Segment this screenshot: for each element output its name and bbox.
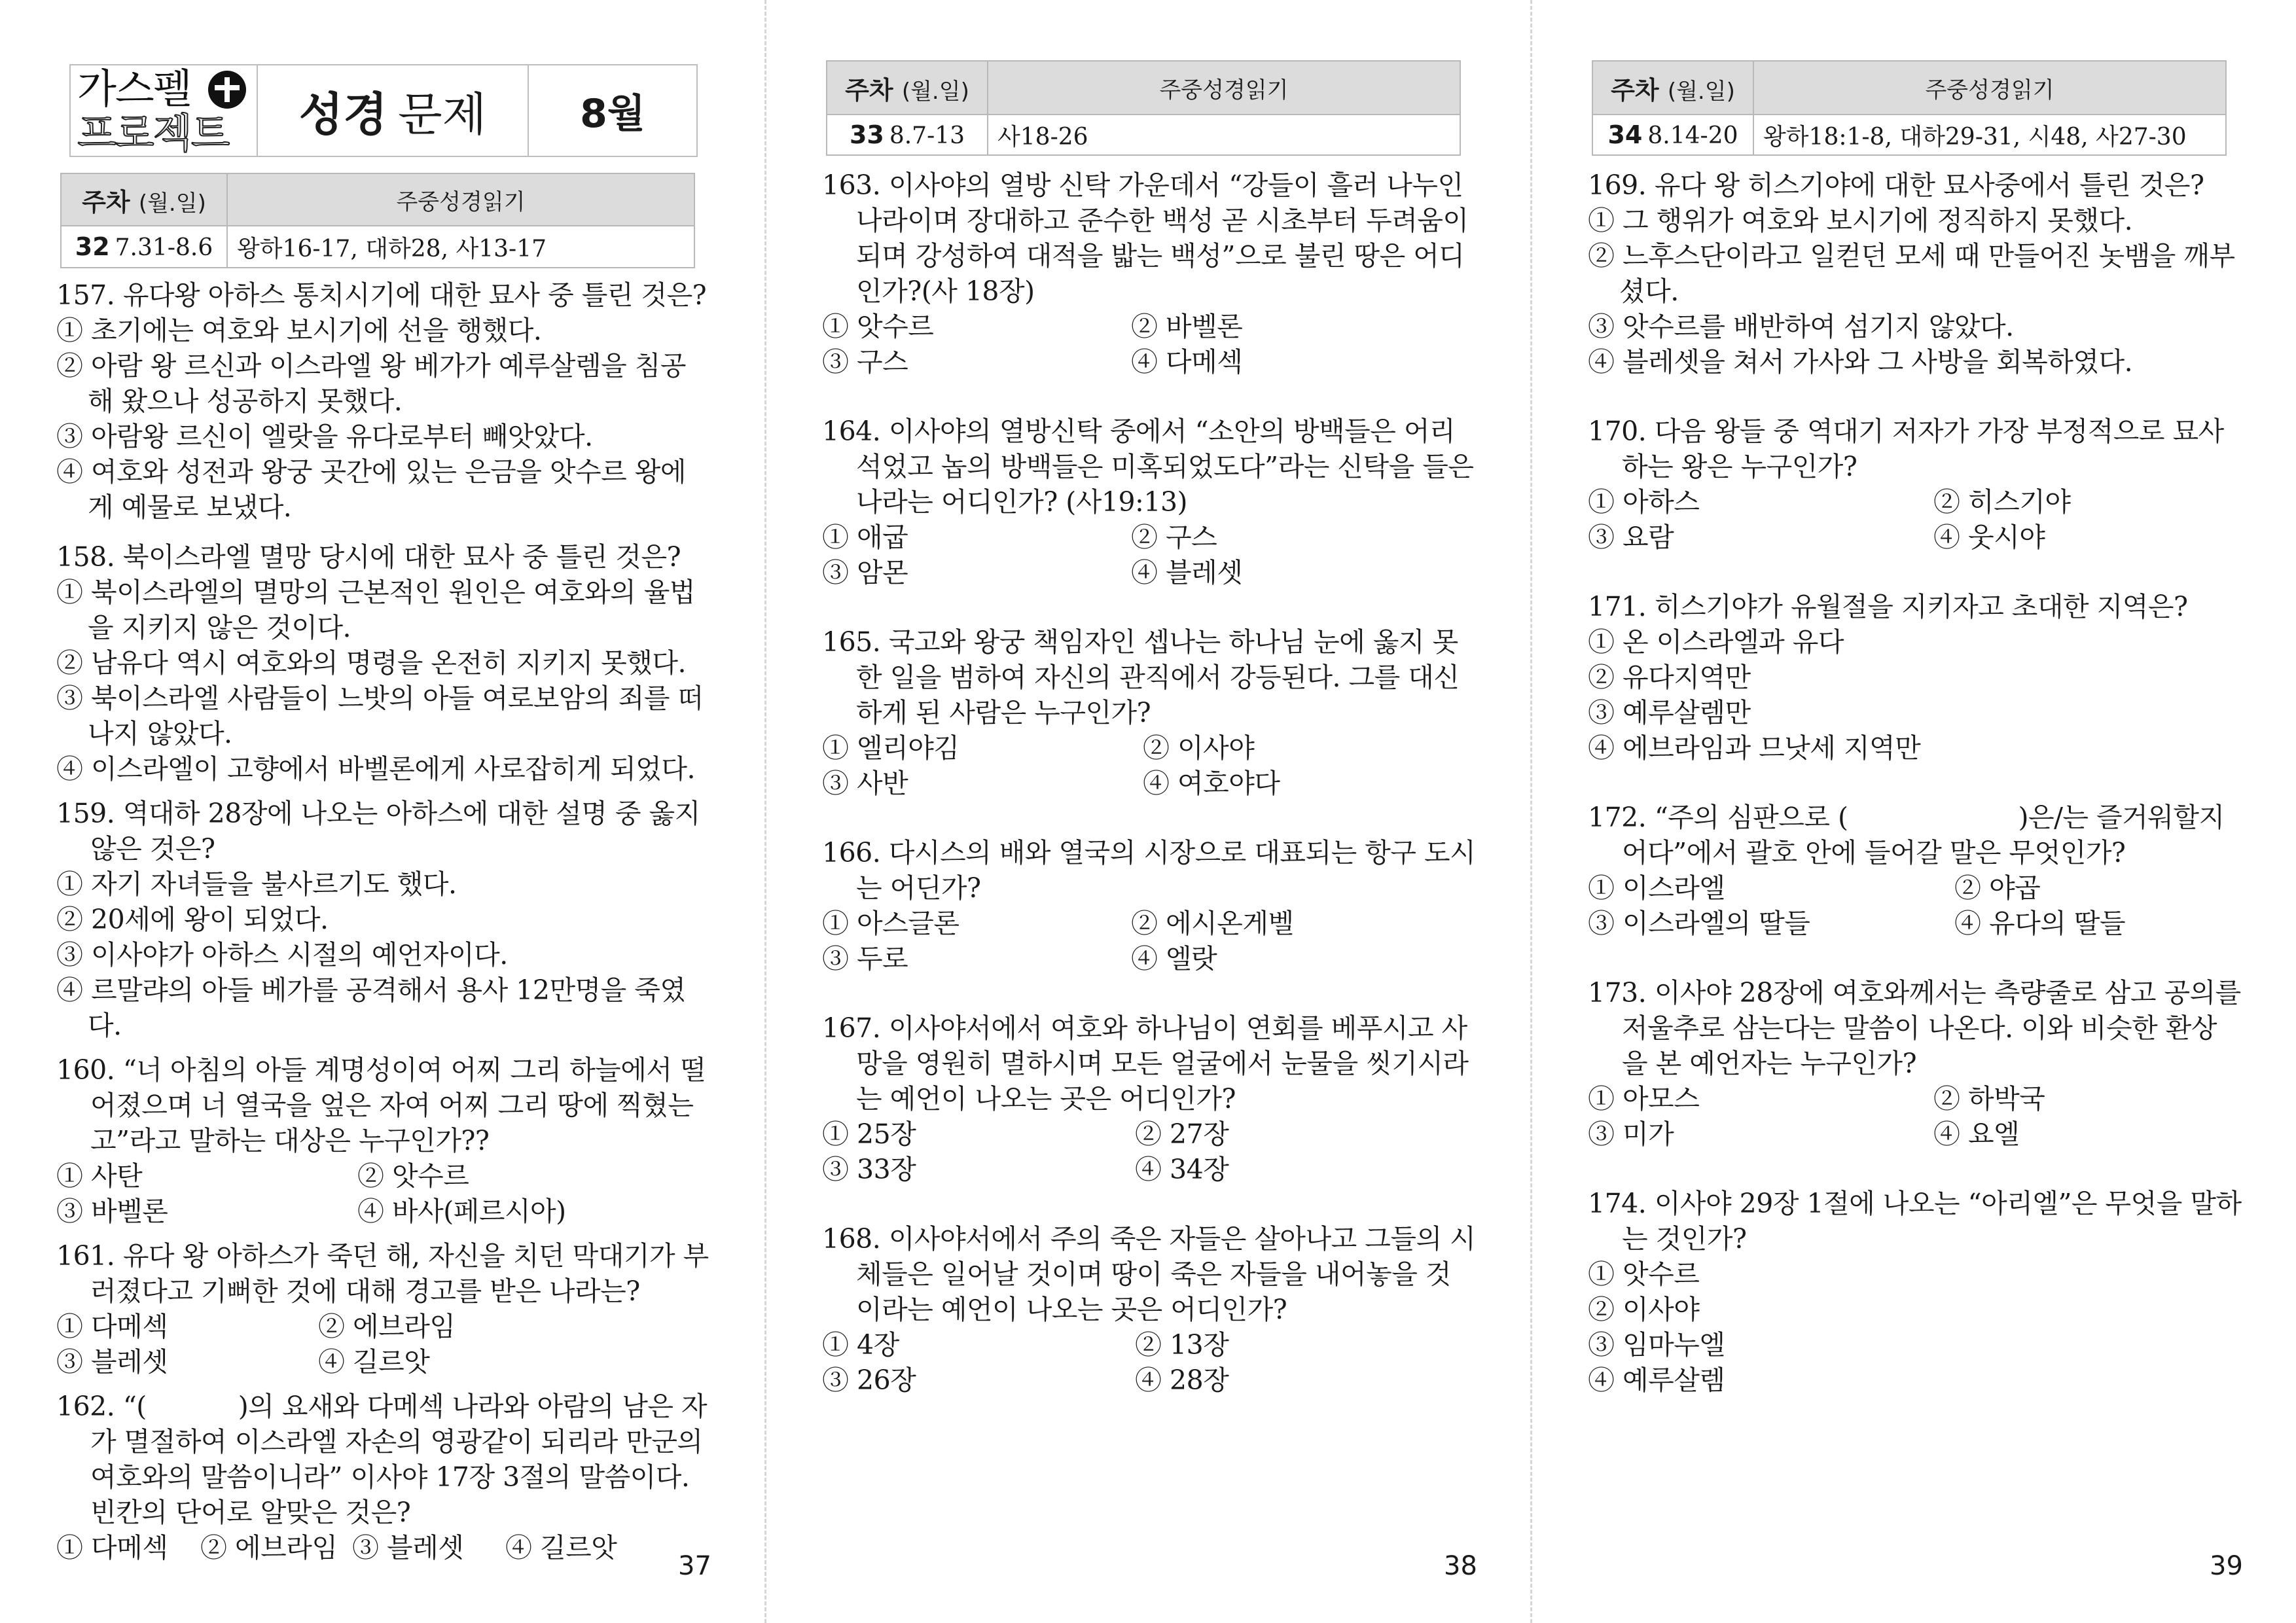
gospel-project-logo: 가스펠 프로젝트 bbox=[71, 65, 258, 156]
question-171: 171. 히스기야가 유월절을 지키자고 초대한 지역은? ① 온 이스라엘과 유다 ② 유다지역만 ③ 예루살렘만 ④ 에브라임과 므낫세 지역만 bbox=[1588, 591, 2188, 764]
reading-column-header: 주중성경읽기 bbox=[988, 61, 1460, 115]
month-label: 8월 bbox=[580, 91, 645, 137]
question-166: 166. 다시스의 배와 열국의 시장으로 대표되는 항구 도시는 어딘가? ① 아스글론 ② 에시온게벨 ③ 두로 ④ 엘랏 bbox=[822, 837, 1476, 974]
question-158: 158. 북이스라엘 멸망 당시에 대한 묘사 중 틀린 것은? ① 북이스라엘의 멸망의 근본적인 원인은 여호와의 율법을 지키지 않은 것이다. ② 남유다 역시 여호와의 명령을 온전히 지키지 못했다. ③ 북이스라엘 사람들이 느밧의 아들 여로보암의 죄를 떠나지 않았다. ④ 이스라엘이 고향에서 바벨론에게 사로잡히게 되었다. bbox=[56, 541, 704, 785]
week-column-header: 주차 (월.일) bbox=[61, 173, 227, 226]
reading-cell: 왕하16-17, 대하28, 사13-17 bbox=[227, 226, 694, 268]
question-165: 165. 국고와 왕궁 책임자인 셉나는 하나님 눈에 옳지 못한 일을 범하여 자신의 관직에서 강등된다. 그를 대신하게 된 사람은 누구인가? ① 엘리야김 ② 이사야 ③ 사반 ④ 여호야다 bbox=[822, 626, 1460, 799]
question-column bbox=[1588, 168, 2242, 1398]
reading-cell: 왕하18:1-8, 대하29-31, 시48, 사27-30 bbox=[1753, 115, 2226, 155]
week-cell: 33 8.7-13 bbox=[827, 115, 988, 155]
question-164: 164. 이사야의 열방신탁 중에서 “소안의 방백들은 어리석었고 놉의 방백들은 미혹되었도다”라는 신탁을 들은 나라는 어디인가? (사19:13) ① 애굽 ② 구스 ③ 암몬 ④ 블레셋 bbox=[822, 416, 1474, 588]
page-number: 39 bbox=[2210, 1551, 2243, 1581]
quiz-header bbox=[69, 64, 698, 157]
question-162: 162. “( )의 요새와 다메섹 나라와 아람의 남은 자가 멸절하여 이스라엘 자손의 영광같이 되리라 만군의 여호와의 말씀이니라” 이사야 17장 3절의 말씀이다. 빈칸의 단어로 알맞은 것은? ① 다메섹 ② 에브라임 ③ 블레셋 ④ 길르앗 bbox=[56, 1391, 708, 1563]
week-cell: 32 7.31-8.6 bbox=[61, 226, 227, 268]
reading-cell: 사18-26 bbox=[988, 115, 1460, 155]
question-160: 160. “너 아침의 아들 계명성이여 어찌 그리 하늘에서 떨어졌으며 너 열국을 엎은 자여 어찌 그리 땅에 찍혔는고”라고 말하는 대상은 누구인가?? ① 사탄 ② 앗수르 ③ 바벨론 ④ 바사(페르시아) bbox=[56, 1054, 706, 1227]
cross-icon bbox=[208, 71, 246, 109]
question-172: 172. “주의 심판으로 ( )은/는 즐거워할지어다”에서 괄호 안에 들어갈 말은 무엇인가? ① 이스라엘 ② 야곱 ③ 이스라엘의 딸들 ④ 유다의 딸들 bbox=[1588, 802, 2225, 939]
page-number: 38 bbox=[1444, 1551, 1477, 1581]
question-161: 161. 유다 왕 아하스가 죽던 해, 자신을 치던 막대기가 부러졌다고 기뻐한 것에 대해 경고를 받은 나라는? ① 다메섹 ② 에브라임 ③ 블레셋 ④ 길르앗 bbox=[56, 1240, 709, 1378]
question-column bbox=[822, 168, 1477, 1398]
page-37 bbox=[0, 0, 764, 1623]
page-number: 37 bbox=[678, 1551, 711, 1581]
page-39 bbox=[1532, 0, 2296, 1623]
question-column bbox=[56, 277, 711, 1565]
page-38 bbox=[766, 0, 1530, 1623]
reading-column-header: 주중성경읽기 bbox=[1753, 61, 2226, 115]
question-170: 170. 다음 왕들 중 역대기 저자가 가장 부정적으로 묘사하는 왕은 누구인가? ① 아하스 ② 히스기야 ③ 요람 ④ 웃시야 bbox=[1588, 416, 2224, 553]
question-169: 169. 유다 왕 히스기야에 대한 묘사중에서 틀린 것은? ① 그 행위가 여호와 보시기에 정직하지 못했다. ② 느후스단이라고 일컫던 모세 때 만들어진 놋뱀을 깨부셨다. ③ 앗수르를 배반하여 섬기지 않았다. ④ 블레셋을 쳐서 가사와 그 사방을 회복하였다. bbox=[1588, 169, 2235, 378]
week-column-header: 주차 (월.일) bbox=[827, 61, 988, 115]
question-163: 163. 이사야의 열방 신탁 가운데서 “강들이 흘러 나누인 나라이며 장대하고 준수한 백성 곧 시초부터 두려움이 되며 강성하여 대적을 밟는 백성”으로 불린 땅은 어디인가?(사 18장) ① 앗수르 ② 바벨론 ③ 구스 ④ 다메섹 bbox=[822, 169, 1469, 378]
quiz-title: 성경 문제 bbox=[258, 65, 529, 156]
week-table bbox=[60, 173, 695, 268]
question-159: 159. 역대하 28장에 나오는 아하스에 대한 설명 중 옳지 않은 것은? ① 자기 자녀들을 불사르기도 했다. ② 20세에 왕이 되었다. ③ 이사야가 아하스 시절의 예언자이다. ④ 르말랴의 아들 베가를 공격해서 용사 12만명을 죽였다. bbox=[56, 798, 700, 1041]
week-table bbox=[1592, 60, 2227, 156]
question-174: 174. 이사야 29장 1절에 나오는 “아리엘”은 무엇을 말하는 것인가? ① 앗수르 ② 이사야 ③ 임마누엘 ④ 예루살렘 bbox=[1588, 1188, 2242, 1396]
question-167: 167. 이사야서에서 여호와 하나님이 연회를 베푸시고 사망을 영원히 멸하시며 모든 얼굴에서 눈물을 씻기시라는 예언이 나오는 곳은 어디인가? ① 25장 ② 27장 ③ 33장 ④ 34장 bbox=[822, 1012, 1469, 1185]
reading-column-header: 주중성경읽기 bbox=[227, 173, 694, 226]
week-table bbox=[826, 60, 1461, 156]
week-column-header: 주차 (월.일) bbox=[1592, 61, 1753, 115]
question-157: 157. 유다왕 아하스 통치시기에 대한 묘사 중 틀린 것은? ① 초기에는 여호와 보시기에 선을 행했다. ② 아람 왕 르신과 이스라엘 왕 베가가 예루살렘을 침공해 왔으나 성공하지 못했다. ③ 아람왕 르신이 엘랏을 유다로부터 빼앗았다. ④ 여호와 성전과 왕궁 곳간에 있는 은금을 앗수르 왕에게 예물로 보냈다. bbox=[56, 279, 707, 523]
week-cell: 34 8.14-20 bbox=[1592, 115, 1753, 155]
question-168: 168. 이사야서에서 주의 죽은 자들은 살아나고 그들의 시체들은 일어날 것이며 땅이 죽은 자들을 내어놓을 것이라는 예언이 나오는 곳은 어디인가? ① 4장 ② 13장 ③ 26장 ④ 28장 bbox=[822, 1223, 1476, 1396]
question-173: 173. 이사야 28장에 여호와께서는 측량줄로 삼고 공의를 저울추로 삼는다는 말씀이 나온다. 이와 비슷한 환상을 본 예언자는 누구인가? ① 아모스 ② 하박국 ③ 미가 ④ 요엘 bbox=[1588, 977, 2241, 1150]
